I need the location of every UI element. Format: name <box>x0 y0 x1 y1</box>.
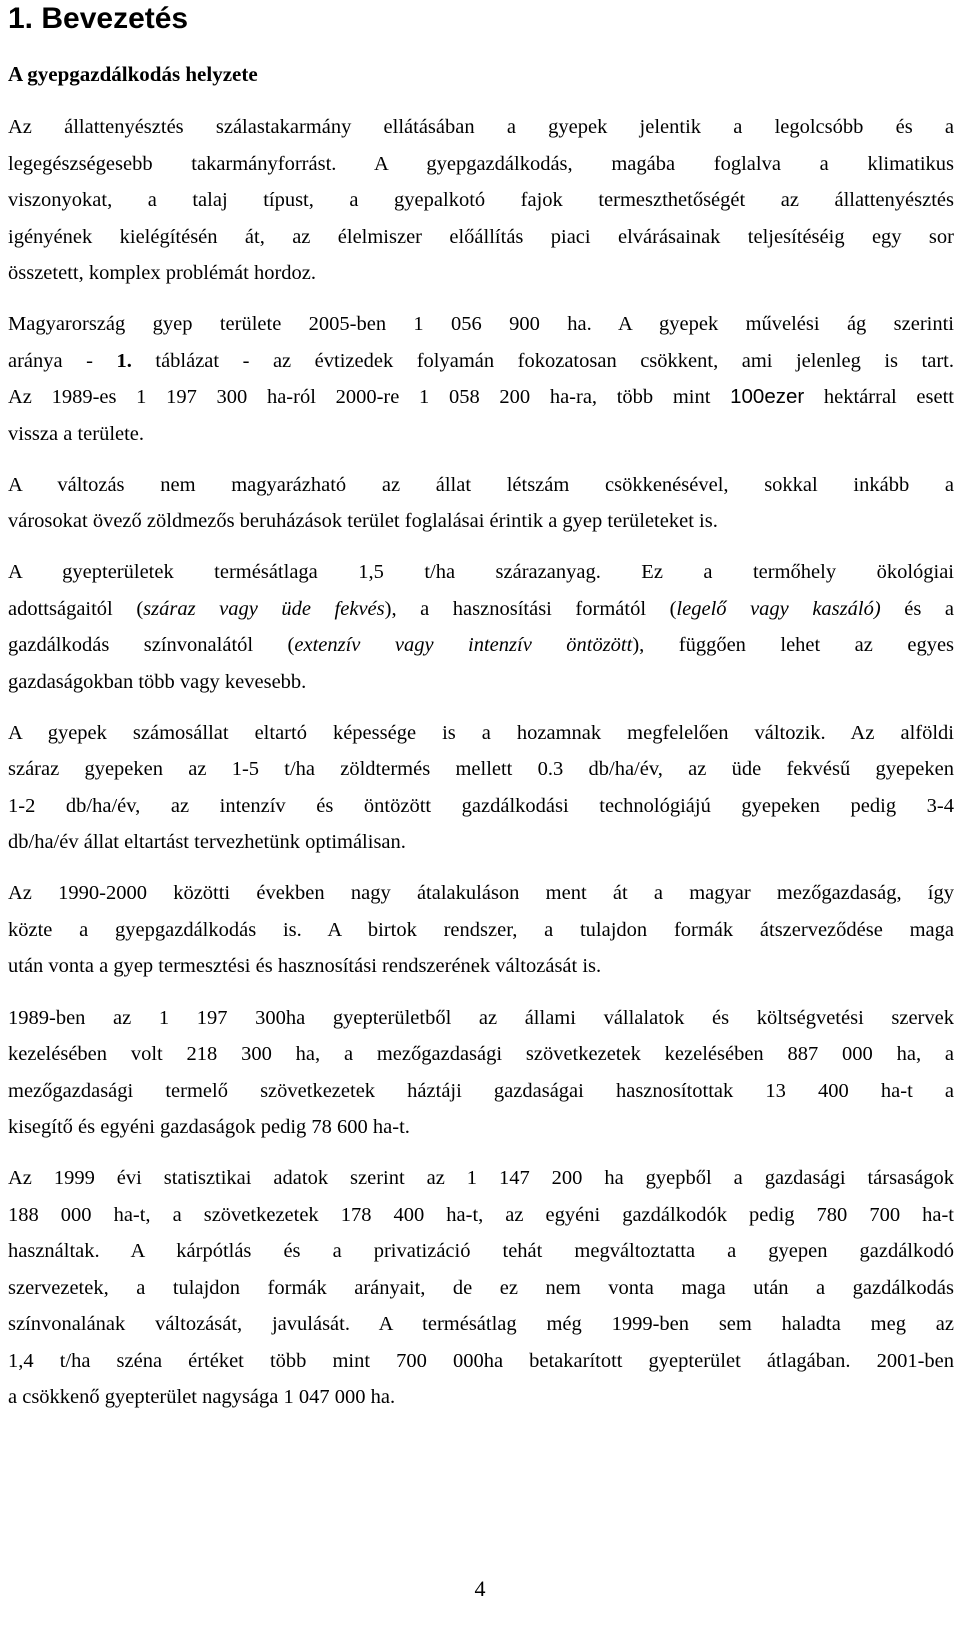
paragraph <box>8 554 954 700</box>
text-line: után vonta a gyep termesztési és hasznosítási rendszerének változását is. <box>8 955 602 978</box>
paragraph <box>8 109 954 292</box>
text-line: szervezetek, a tulajdon formák arányait, de ez nem vonta maga után a gazdálkodás <box>8 1276 954 1299</box>
text-line <box>8 343 954 380</box>
text-line <box>8 591 954 628</box>
paragraph <box>8 467 954 540</box>
text-run: 100ezer <box>730 385 805 409</box>
text-line: 1-2 db/ha/év, az intenzív és öntözött gazdálkodási technológiájú gyepeken pedig 3-4 <box>8 794 954 817</box>
text-run: gazdálkodás színvonalától ( <box>8 634 295 657</box>
text-line <box>8 627 954 664</box>
text-line: száraz gyepeken az 1-5 t/ha zöldtermés mellett 0.3 db/ha/év, az üde fekvésű gyepeken <box>8 758 954 781</box>
text-line: legegészségesebb takarmányforrást. A gyepgazdálkodás, magába foglalva a klimatikus <box>8 152 954 175</box>
paragraph <box>8 306 954 452</box>
text-run: aránya - <box>8 349 117 372</box>
page-number: 4 <box>474 1576 486 1601</box>
text-line: 1,4 t/ha széna értéket több mint 700 000ha betakarított gyepterület átlagában. 2001-ben <box>8 1349 954 1372</box>
body-text <box>8 109 954 1430</box>
text-line: igényének kielégítésén át, az élelmiszer előállítás piaci elvárásainak teljesítéséig egy sor <box>8 225 954 248</box>
text-line: 188 000 ha-t, a szövetkezetek 178 400 ha-t, az egyéni gazdálkodók pedig 780 700 ha-t <box>8 1203 954 1226</box>
text-line: összetett, komplex problémát hordoz. <box>8 262 316 284</box>
paragraph <box>8 1160 954 1416</box>
text-line: kisegítő és egyéni gazdaságok pedig 78 600 ha-t. <box>8 1116 410 1139</box>
text-line: A gyepek számosállat eltartó képessége is a hozamnak megfelelően változik. Az alföldi <box>8 721 954 744</box>
text-run: adottságaitól ( <box>8 597 144 620</box>
text-run: ), a hasznosítási formától ( <box>384 597 677 620</box>
paragraph <box>8 715 954 861</box>
text-run-italic: legelő vagy kaszáló) <box>676 597 881 620</box>
text-line: A változás nem magyarázható az állat létszám csökkenésével, sokkal inkább a <box>8 473 954 496</box>
text-line: db/ha/év állat eltartást tervezhetünk optimálisan. <box>8 831 406 854</box>
text-line: mezőgazdasági termelő szövetkezetek háztáji gazdaságai hasznosítottak 13 400 ha-t a <box>8 1079 954 1102</box>
text-line: Az 1999 évi statisztikai adatok szerint az 1 147 200 ha gyepből a gazdasági társaságok <box>8 1167 954 1190</box>
text-run-italic: extenzív vagy intenzív öntözött <box>294 634 633 657</box>
text-line: vissza a területe. <box>8 422 145 445</box>
paragraph <box>8 1000 954 1146</box>
text-line: közte a gyepgazdálkodás is. A birtok rendszer, a tulajdon formák átszerveződése maga <box>8 918 954 941</box>
text-line: városokat övező zöldmezős beruházások terület foglalásai érintik a gyep területeket is. <box>8 510 718 533</box>
text-run: hektárral esett <box>804 386 954 409</box>
text-line: A gyepterületek termésátlaga 1,5 t/ha szárazanyag. Ez a termőhely ökológiai <box>8 561 954 584</box>
text-run: Az 1989-es 1 197 300 ha-ról 2000-re 1 058 200 ha-ra, több mint <box>8 386 731 409</box>
text-run: ), függően lehet az egyes <box>632 634 955 657</box>
text-line: gazdaságokban több vagy kevesebb. <box>8 670 307 693</box>
text-line: kezelésében volt 218 300 ha, a mezőgazdasági szövetkezetek kezelésében 887 000 ha, a <box>8 1043 954 1066</box>
section-heading: A gyepgazdálkodás helyzete <box>8 62 258 86</box>
table-reference: 1. <box>116 349 132 372</box>
text-line: Magyarország gyep területe 2005-ben 1 056 900 ha. A gyepek művelési ág szerinti <box>8 313 954 336</box>
chapter-title: 1. Bevezetés <box>8 2 189 35</box>
text-line <box>8 379 954 416</box>
text-run: és a <box>880 597 954 620</box>
text-line: Az 1990-2000 közötti években nagy átalakuláson ment át a magyar mezőgazdaság, így <box>8 882 954 905</box>
text-line: Az állattenyésztés szálastakarmány ellátásában a gyepek jelentik a legolcsóbb és a <box>8 116 954 138</box>
text-run-italic: száraz vagy üde fekvés <box>143 597 385 620</box>
paragraph <box>8 875 954 985</box>
text-line: a csökkenő gyepterület nagysága 1 047 000 ha. <box>8 1386 396 1409</box>
text-run: táblázat - az évtizedek folyamán fokozatosan csökkent, ami jelenleg is tart. <box>131 349 954 372</box>
text-line: viszonyokat, a talaj típust, a gyepalkotó fajok termeszthetőségét az állattenyésztés <box>8 189 954 211</box>
text-line: 1989-ben az 1 197 300ha gyepterületből az állami vállalatok és költségvetési szervek <box>8 1006 954 1029</box>
text-line: színvonalának változását, javulását. A termésátlag még 1999-ben sem haladta meg az <box>8 1313 954 1336</box>
text-line: használtak. A kárpótlás és a privatizáció tehát megváltoztatta a gyepen gazdálkodó <box>8 1240 954 1263</box>
